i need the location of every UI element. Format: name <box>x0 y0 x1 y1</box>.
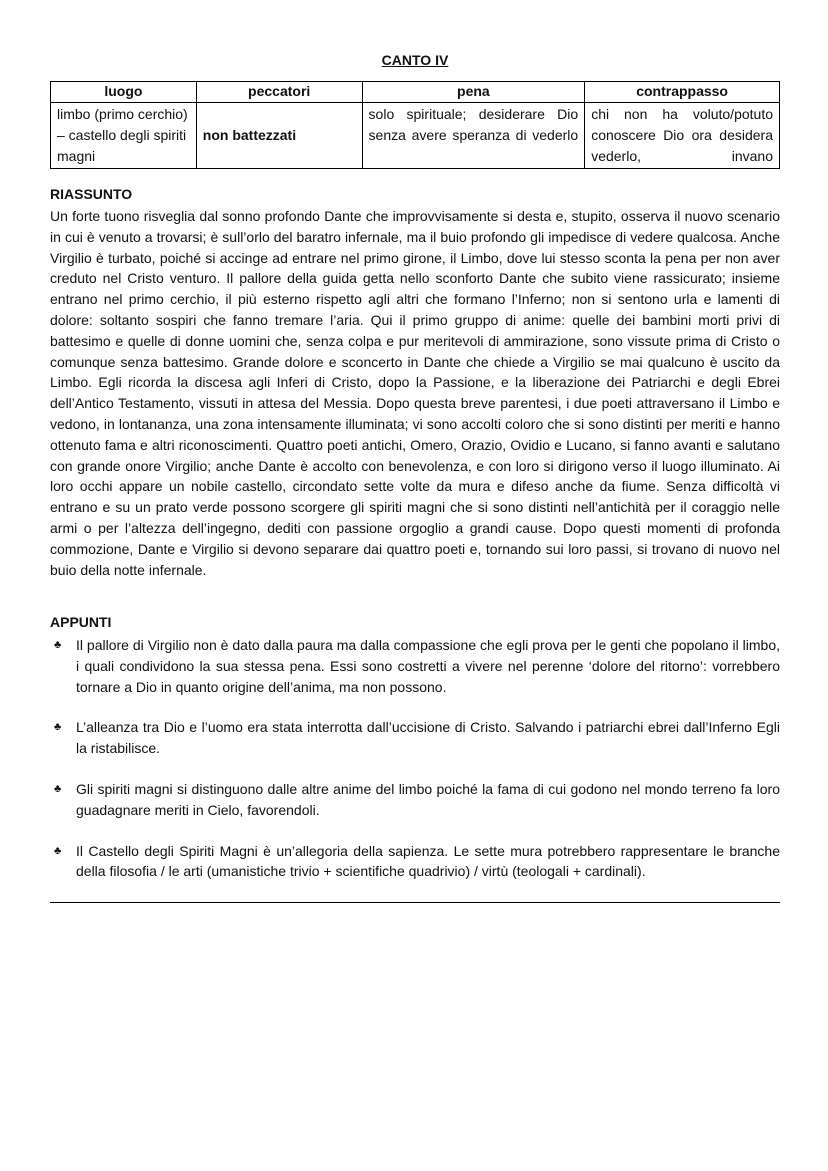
club-icon: ♣ <box>54 844 62 857</box>
header-peccatori: peccatori <box>196 82 362 103</box>
list-item <box>50 779 780 821</box>
cell-luogo: limbo (primo cerchio) – castello degli spiriti magni <box>51 103 197 169</box>
list-item <box>50 717 780 759</box>
cell-pena: solo spirituale; desiderare Dio senza avere speranza di vederlo <box>362 103 585 169</box>
note-text: Il Castello degli Spiriti Magni è un’allegoria della sapienza. Le sette mura potrebbero rappresentare le branche della filosofia / le arti (umanistiche trivio + scientifiche quadrivio) / virtù (teologali + cardinali). <box>76 842 780 880</box>
canto-summary-table <box>50 81 780 169</box>
list-item <box>50 635 780 697</box>
header-luogo: luogo <box>51 82 197 103</box>
table-header-row <box>51 82 780 103</box>
note-text: Il pallore di Virgilio non è dato dalla paura ma dalla compassione che egli prova per le genti che popolano il limbo, i quali condividono la sua stessa pena. Essi sono costretti a vivere nel perenne ‘dolore del ritorno’: vorrebbero tornare a Dio in quanto origine dell’anima, ma non possono. <box>76 637 780 695</box>
note-text: L’alleanza tra Dio e l’uomo era stata interrotta dall’uccisione di Cristo. Salvando i patriarchi ebrei dall’Inferno Egli la ristabilisce. <box>76 719 780 757</box>
club-icon: ♣ <box>54 782 62 795</box>
page-title: CANTO IV <box>381 52 449 68</box>
list-item <box>50 841 780 883</box>
header-pena: pena <box>362 82 585 103</box>
header-contrappasso: contrappasso <box>585 82 780 103</box>
summary-paragraph: Un forte tuono risveglia dal sonno profondo Dante che improvvisamente si desta e, stupito, osserva il nuovo scenario in cui è venuto a trovarsi; è sull’orlo del baratro infernale, ma il buio profondo gli impedisce di vedere qualcosa. Anche Virgilio è turbato, poiché si accinge ad entrare nel primo girone, il Limbo, dove lui stesso sconta la pena per non aver creduto nel Cristo venturo. Il pallore della guida getta nello sconforto Dante che subito viene rassicurato; insieme entrano nel primo cerchio, il più esterno rispetto agli altri che formano l’Inferno; non si sentono urla e lamenti di dolore: soltanto sospiri che fanno tremare l’aria. Qui il primo gruppo di anime: quelle dei bambini morti privi di battesimo e quelle di donne uomini che, senza colpa e pur meritevoli di ammirazione, sono vissute prima di Cristo o comunque senza battesimo. Grande dolore e sconcerto in Dante che chiede a Virgilio se mai qualcuno è uscito da Limbo. Egli ricorda la discesa agli Inferi di Cristo, dopo la Passione, e la liberazione dei Patriarchi e degli Ebrei dell’Antico Testamento, vissuti in attesa del Messia. Dopo questa breve parentesi, i due poeti attraversano il Limbo e vedono, in lontananza, una zona intensamente illuminata; vi sono accolti coloro che si sono distinti per meriti e hanno ottenuto fama e altri riconoscimenti. Quattro poeti antichi, Omero, Orazio, Ovidio e Lucano, si fanno avanti e salutano con grande onore Virgilio; anche Dante è accolto con benevolenza, e con loro si dirigono verso il luogo illuminato. Ai loro occhi appare un nobile castello, circondato sette volte da mura e difeso anche da fiume. Senza difficoltà vi entrano e su un prato verde possono scorgere gli spiriti magni che si sono distinti nell’antichità per il coraggio nelle armi o per l’altezza dell’ingegno, dediti con passione orgoglio a grandi cause. Dopo questi momenti di profonda commozione, Dante e Virgilio si devono separare dai quattro poeti e, tornando sui loro passi, si trovano di nuovo nel buio della notte infernale. <box>50 208 780 578</box>
summary-heading: RIASSUNTO <box>50 186 133 202</box>
notes-list <box>50 635 780 902</box>
notes-heading: APPUNTI <box>50 614 112 630</box>
bottom-divider <box>50 902 780 903</box>
table-row <box>51 103 780 169</box>
club-icon: ♣ <box>54 721 62 734</box>
club-icon: ♣ <box>54 639 62 651</box>
note-text: Gli spiriti magni si distinguono dalle altre anime del limbo poiché la fama di cui godono nel mondo terreno fa loro guadagnare meriti in Cielo, favorendoli. <box>76 780 780 818</box>
cell-contrappasso: chi non ha voluto/potuto conoscere Dio ora desidera vederlo, invano <box>585 103 780 169</box>
cell-peccatori: non battezzati <box>196 103 362 169</box>
